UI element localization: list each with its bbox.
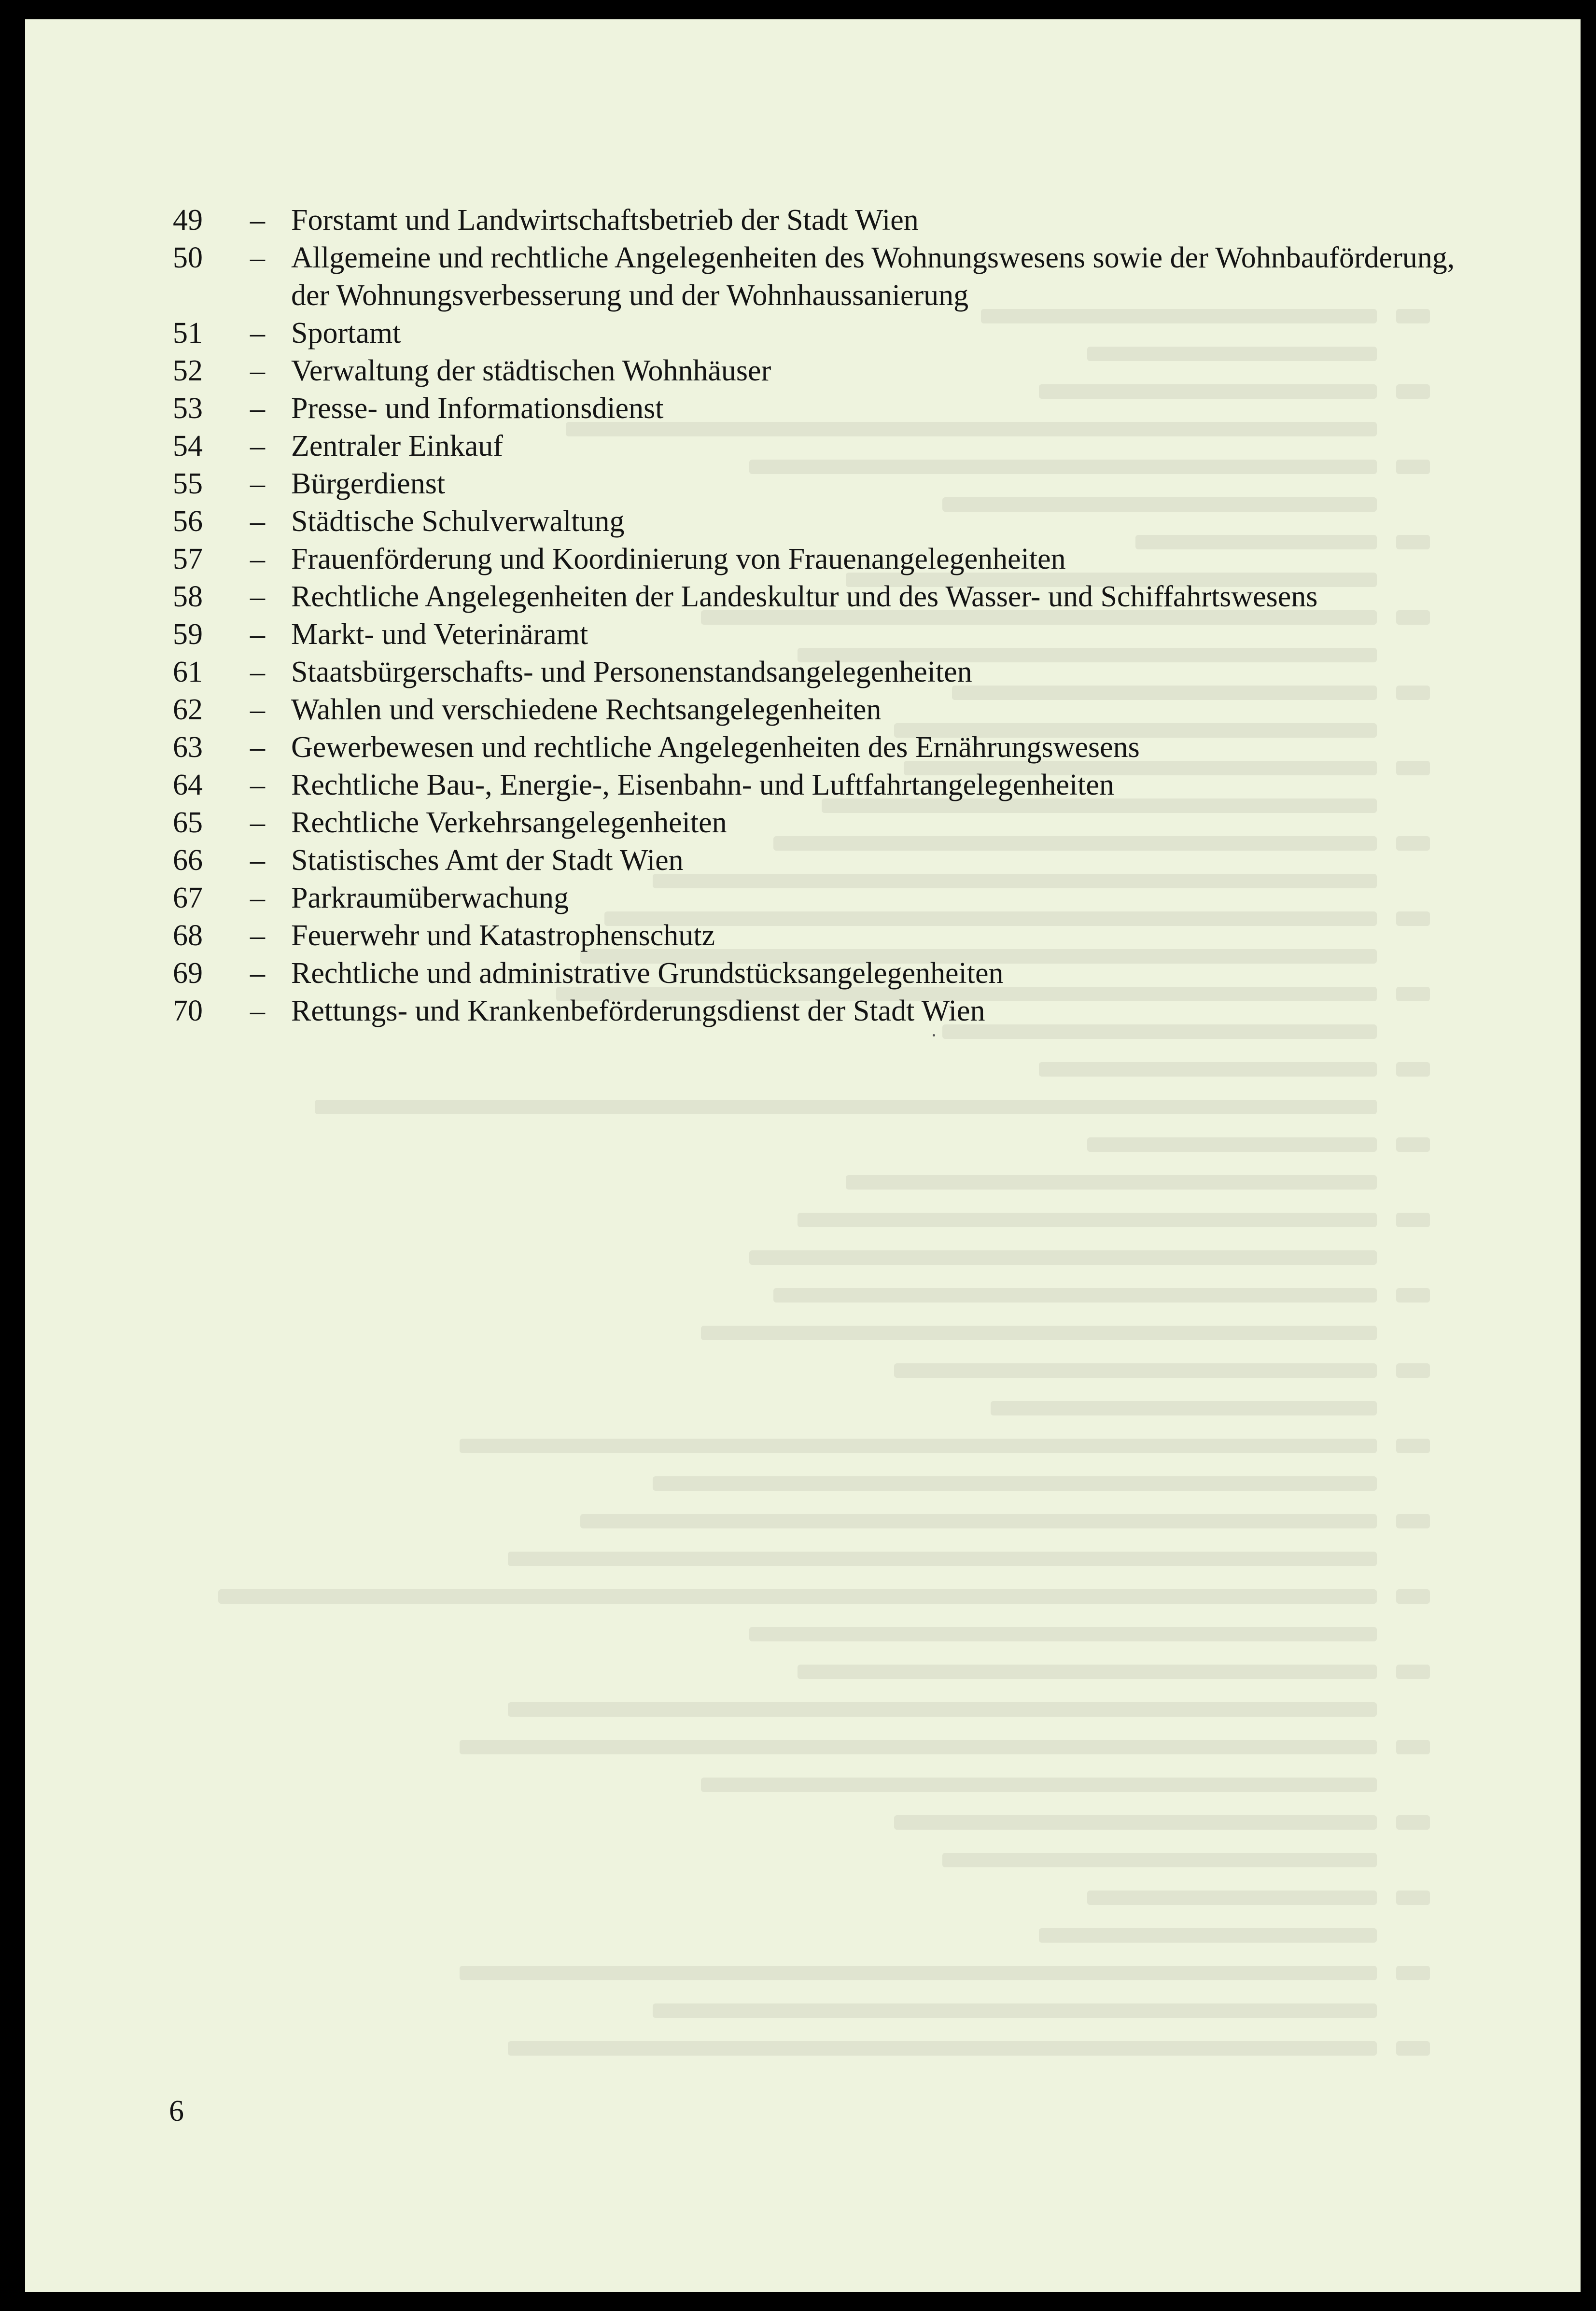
bleed-through-number (1396, 1062, 1430, 1077)
entry-label: Rechtliche Bau-, Energie-, Eisenbahn- und Luftfahrtangelegenheiten (291, 769, 1114, 801)
entry-number: 58 (173, 580, 203, 613)
entry-number: 67 (173, 882, 203, 914)
bleed-through-line (653, 2003, 1377, 2018)
bleed-through-line (701, 1326, 1377, 1340)
list-entry (25, 201, 1581, 239)
bleed-through-line (846, 1175, 1377, 1190)
entry-number: 50 (173, 241, 203, 274)
entry-dash: – (250, 467, 265, 500)
bleed-through-line (991, 1401, 1377, 1415)
bleed-through-number (1396, 1815, 1430, 1830)
entry-number: 51 (173, 317, 203, 350)
bleed-through-line (460, 1966, 1377, 1980)
entry-number: 49 (173, 204, 203, 237)
entry-dash: – (250, 430, 265, 462)
entry-label: Frauenförderung und Koordinierung von Frauenangelegenheiten (291, 543, 1066, 575)
entry-number: 63 (173, 731, 203, 764)
bleed-through-line (580, 1514, 1377, 1528)
entry-dash: – (250, 543, 265, 575)
list-entry (25, 239, 1581, 314)
entry-label: Rechtliche Angelegenheiten der Landeskultur und des Wasser- und Schiffahrtswesens (291, 580, 1318, 613)
bleed-through-number (1396, 1363, 1430, 1378)
entry-dash: – (250, 656, 265, 688)
entry-number: 54 (173, 430, 203, 462)
list-entry (25, 954, 1581, 992)
bleed-through-line (460, 1740, 1377, 1754)
entry-number: 52 (173, 354, 203, 387)
list-entry (25, 879, 1581, 917)
entry-label: Sportamt (291, 317, 401, 350)
bleed-through-number (1396, 2041, 1430, 2056)
entry-dash: – (250, 882, 265, 914)
list-entry (25, 540, 1581, 578)
bleed-through-line (894, 1815, 1377, 1830)
entry-label: Städtische Schulverwaltung (291, 505, 625, 538)
entry-label: Verwaltung der städtischen Wohnhäuser (291, 354, 771, 387)
entry-dash: – (250, 392, 265, 425)
bleed-through-line (508, 1702, 1377, 1717)
entry-label: Markt- und Veterinäramt (291, 618, 588, 651)
paper-speck (933, 1034, 935, 1036)
list-entry (25, 503, 1581, 540)
entry-dash: – (250, 618, 265, 651)
entry-dash: – (250, 693, 265, 726)
list-entry (25, 314, 1581, 352)
entry-number: 56 (173, 505, 203, 538)
bleed-through-number (1396, 1665, 1430, 1679)
page-number: 6 (169, 2095, 184, 2128)
entry-label: Bürgerdienst (291, 467, 446, 500)
bleed-through-line (218, 1589, 1377, 1604)
entry-label: Staatsbürgerschafts- und Personenstandsangelegenheiten (291, 656, 972, 688)
entry-number: 55 (173, 467, 203, 500)
bleed-through-line (894, 1363, 1377, 1378)
bleed-through-line (460, 1439, 1377, 1453)
entry-label: Parkraumüberwachung (291, 882, 569, 914)
entry-number: 65 (173, 806, 203, 839)
department-list (25, 201, 1581, 1030)
list-entry (25, 728, 1581, 766)
bleed-through-line (1039, 1928, 1377, 1943)
bleed-through-line (773, 1288, 1377, 1303)
bleed-through-line (653, 1476, 1377, 1491)
entry-dash: – (250, 919, 265, 952)
list-entry (25, 691, 1581, 728)
entry-dash: – (250, 957, 265, 990)
entry-dash: – (250, 580, 265, 613)
entry-number: 66 (173, 844, 203, 877)
entry-number: 70 (173, 994, 203, 1027)
entry-label: Rechtliche Verkehrsangelegenheiten (291, 806, 727, 839)
entry-number: 68 (173, 919, 203, 952)
entry-number: 57 (173, 543, 203, 575)
bleed-through-number (1396, 1213, 1430, 1227)
bleed-through-line (798, 1213, 1377, 1227)
entry-dash: – (250, 354, 265, 387)
entry-dash: – (250, 505, 265, 538)
list-entry (25, 992, 1581, 1030)
list-entry (25, 578, 1581, 616)
entry-label: Feuerwehr und Katastrophenschutz (291, 919, 715, 952)
bleed-through-number (1396, 1966, 1430, 1980)
entry-dash: – (250, 241, 265, 274)
entry-label: Presse- und Informationsdienst (291, 392, 664, 425)
entry-dash: – (250, 769, 265, 801)
entry-number: 62 (173, 693, 203, 726)
bleed-through-line (508, 2041, 1377, 2056)
entry-label: Allgemeine und rechtliche Angelegenheiten des Wohnungswesens sowie der Wohnbauförderung, der Wohnungsverbesserung und der Wohnhaussanierung (291, 241, 1455, 312)
entry-dash: – (250, 317, 265, 350)
bleed-through-number (1396, 1891, 1430, 1905)
list-entry (25, 616, 1581, 653)
bleed-through-number (1396, 1514, 1430, 1528)
document-page (25, 19, 1581, 2292)
entry-number: 53 (173, 392, 203, 425)
bleed-through-line (315, 1100, 1377, 1114)
entry-number: 69 (173, 957, 203, 990)
list-entry (25, 390, 1581, 427)
list-entry (25, 427, 1581, 465)
entry-label: Forstamt und Landwirtschaftsbetrieb der Stadt Wien (291, 204, 919, 237)
entry-dash: – (250, 731, 265, 764)
bleed-through-line (1039, 1062, 1377, 1077)
list-entry (25, 917, 1581, 954)
bleed-through-line (942, 1853, 1377, 1867)
bleed-through-number (1396, 1288, 1430, 1303)
bleed-through-number (1396, 1439, 1430, 1453)
bleed-through-line (798, 1665, 1377, 1679)
entry-label: Rettungs- und Krankenbeförderungsdienst der Stadt Wien (291, 994, 985, 1027)
bleed-through-number (1396, 1137, 1430, 1152)
list-entry (25, 841, 1581, 879)
bleed-through-line (749, 1627, 1377, 1641)
entry-number: 61 (173, 656, 203, 688)
entry-label: Statistisches Amt der Stadt Wien (291, 844, 684, 877)
entry-dash: – (250, 994, 265, 1027)
entry-dash: – (250, 844, 265, 877)
entry-dash: – (250, 806, 265, 839)
entry-label: Rechtliche und administrative Grundstücksangelegenheiten (291, 957, 1004, 990)
entry-label: Zentraler Einkauf (291, 430, 503, 462)
bleed-through-line (749, 1250, 1377, 1265)
list-entry (25, 766, 1581, 804)
list-entry (25, 804, 1581, 841)
entry-dash: – (250, 204, 265, 237)
bleed-through-number (1396, 1589, 1430, 1604)
bleed-through-line (701, 1778, 1377, 1792)
list-entry (25, 465, 1581, 503)
list-entry (25, 352, 1581, 390)
list-entry (25, 653, 1581, 691)
entry-label: Wahlen und verschiedene Rechtsangelegenheiten (291, 693, 882, 726)
entry-number: 64 (173, 769, 203, 801)
bleed-through-line (1087, 1891, 1377, 1905)
bleed-through-line (1087, 1137, 1377, 1152)
entry-label: Gewerbewesen und rechtliche Angelegenheiten des Ernährungswesens (291, 731, 1140, 764)
entry-number: 59 (173, 618, 203, 651)
bleed-through-number (1396, 1740, 1430, 1754)
bleed-through-line (508, 1552, 1377, 1566)
